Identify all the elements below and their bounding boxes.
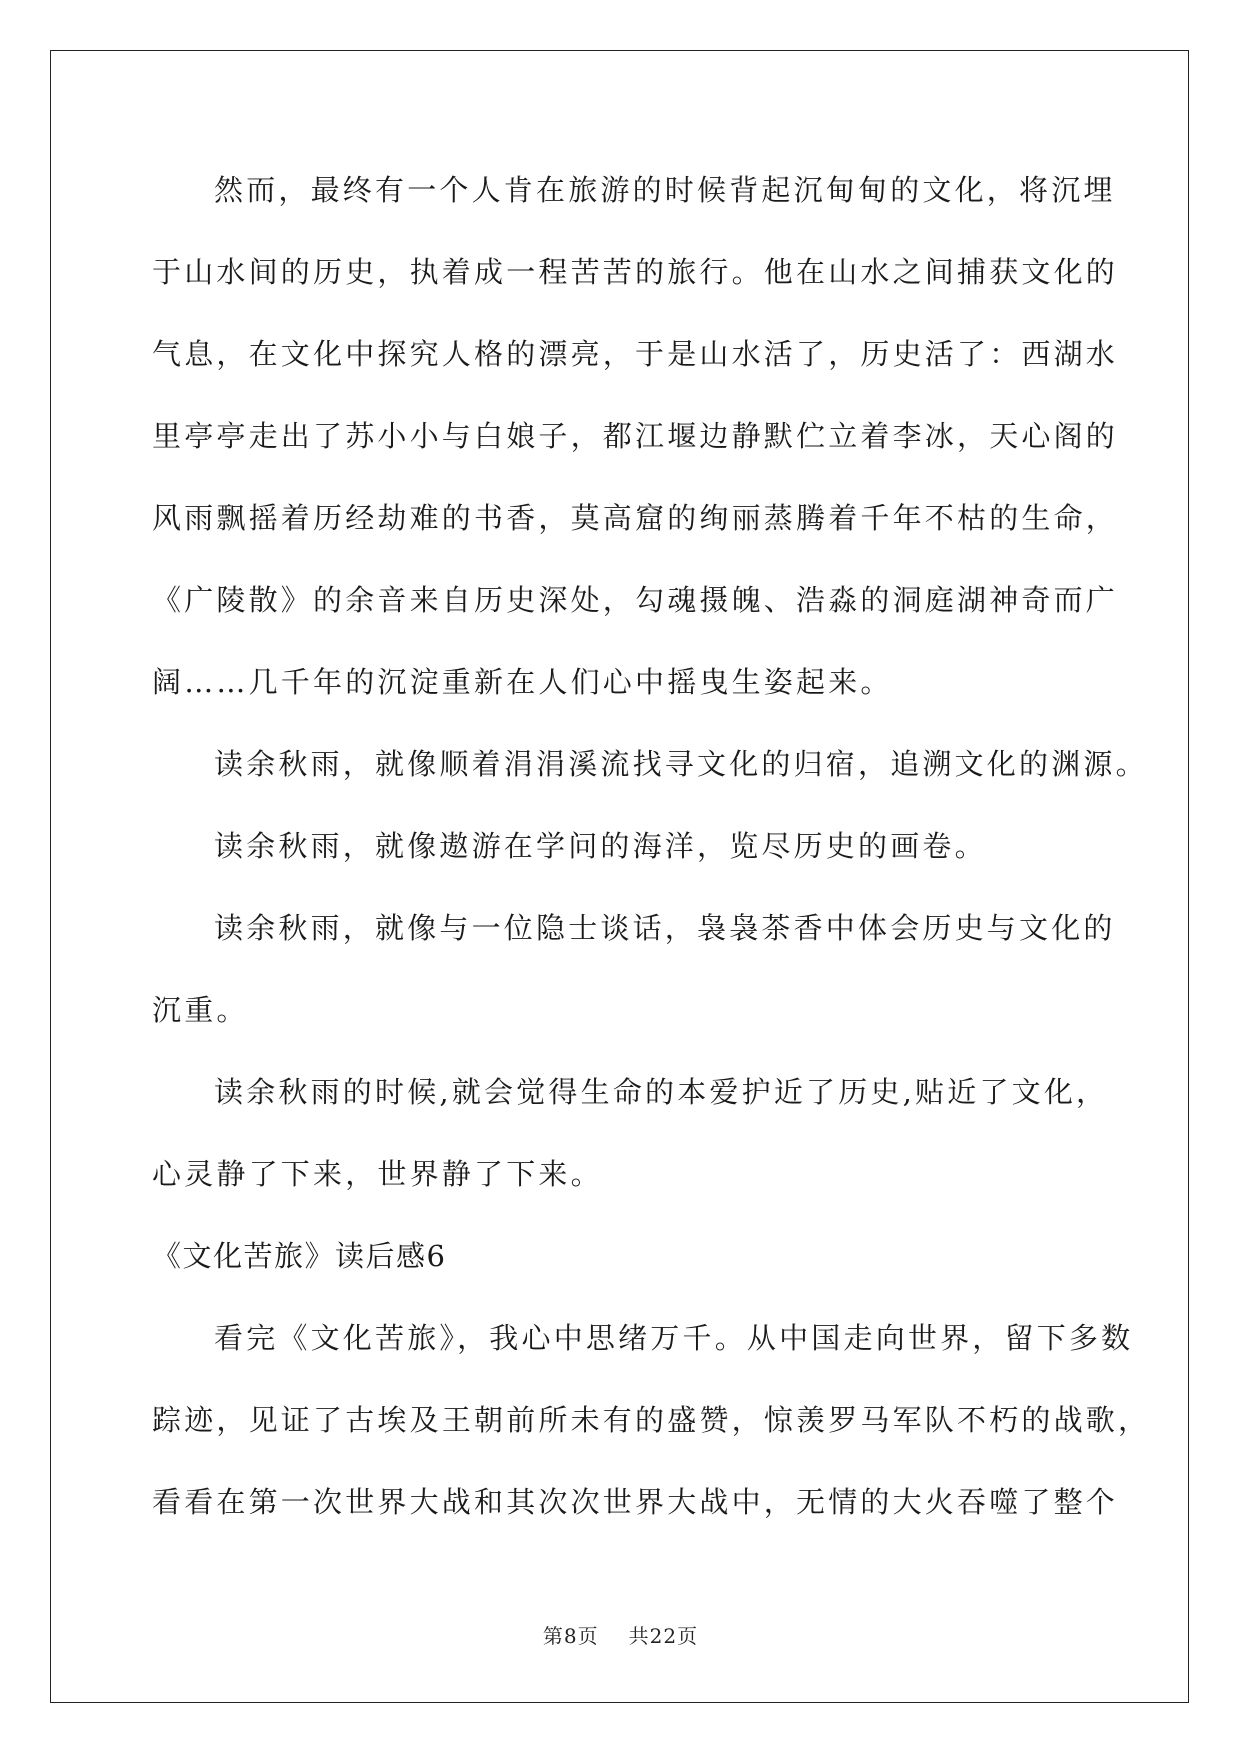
text-line: 看完《文化苦旅》，我心中思绪万千。从中国走向世界，留下多数: [214, 1321, 1134, 1355]
text-line: 读余秋雨，就像遨游在学问的海洋，览尽历史的画卷。: [214, 829, 987, 863]
text-line: 风雨飘摇着历经劫难的书香，莫高窟的绚丽蒸腾着千年不枯的生命，: [152, 501, 1119, 535]
text-line: 于山水间的历史，执着成一程苦苦的旅行。他在山水之间捕获文化的: [152, 255, 1119, 289]
text-line: 读余秋雨，就像顺着涓涓溪流找寻文化的归宿，追溯文化的渊源。: [214, 747, 1148, 781]
text-line: 看看在第一次世界大战和其次次世界大战中，无情的大火吞噬了整个: [152, 1485, 1119, 1519]
section-heading: 《文化苦旅》读后感6: [152, 1239, 447, 1273]
text-line: 读余秋雨，就像与一位隐士谈话，袅袅茶香中体会历史与文化的: [214, 911, 1116, 945]
page-footer: [0, 1620, 1241, 1649]
text-line: 然而，最终有一个人肯在旅游的时候背起沉甸甸的文化，将沉埋: [214, 173, 1116, 207]
text-line: 《广陵散》的余音来自历史深处，勾魂摄魄、浩淼的洞庭湖神奇而广: [152, 583, 1119, 617]
text-line: 心灵静了下来，世界静了下来。: [152, 1157, 603, 1191]
text-line: 气息，在文化中探究人格的漂亮，于是山水活了，历史活了：西湖水: [152, 337, 1119, 371]
page-total: 共22页: [628, 1624, 699, 1648]
text-line: 踪迹，见证了古埃及王朝前所未有的盛赞，惊羡罗马军队不朽的战歌，: [152, 1403, 1151, 1437]
text-line: 阔……几千年的沉淀重新在人们心中摇曳生姿起来。: [152, 665, 893, 699]
text-line: 沉重。: [152, 993, 249, 1027]
text-line: 读余秋雨的时候,就会觉得生命的本爱护近了历史,贴近了文化，: [214, 1075, 1109, 1109]
text-line: 里亭亭走出了苏小小与白娘子，都江堰边静默伫立着李冰，天心阁的: [152, 419, 1119, 453]
page-number: 第8页: [542, 1624, 599, 1648]
document-body: [152, 160, 1151, 1554]
